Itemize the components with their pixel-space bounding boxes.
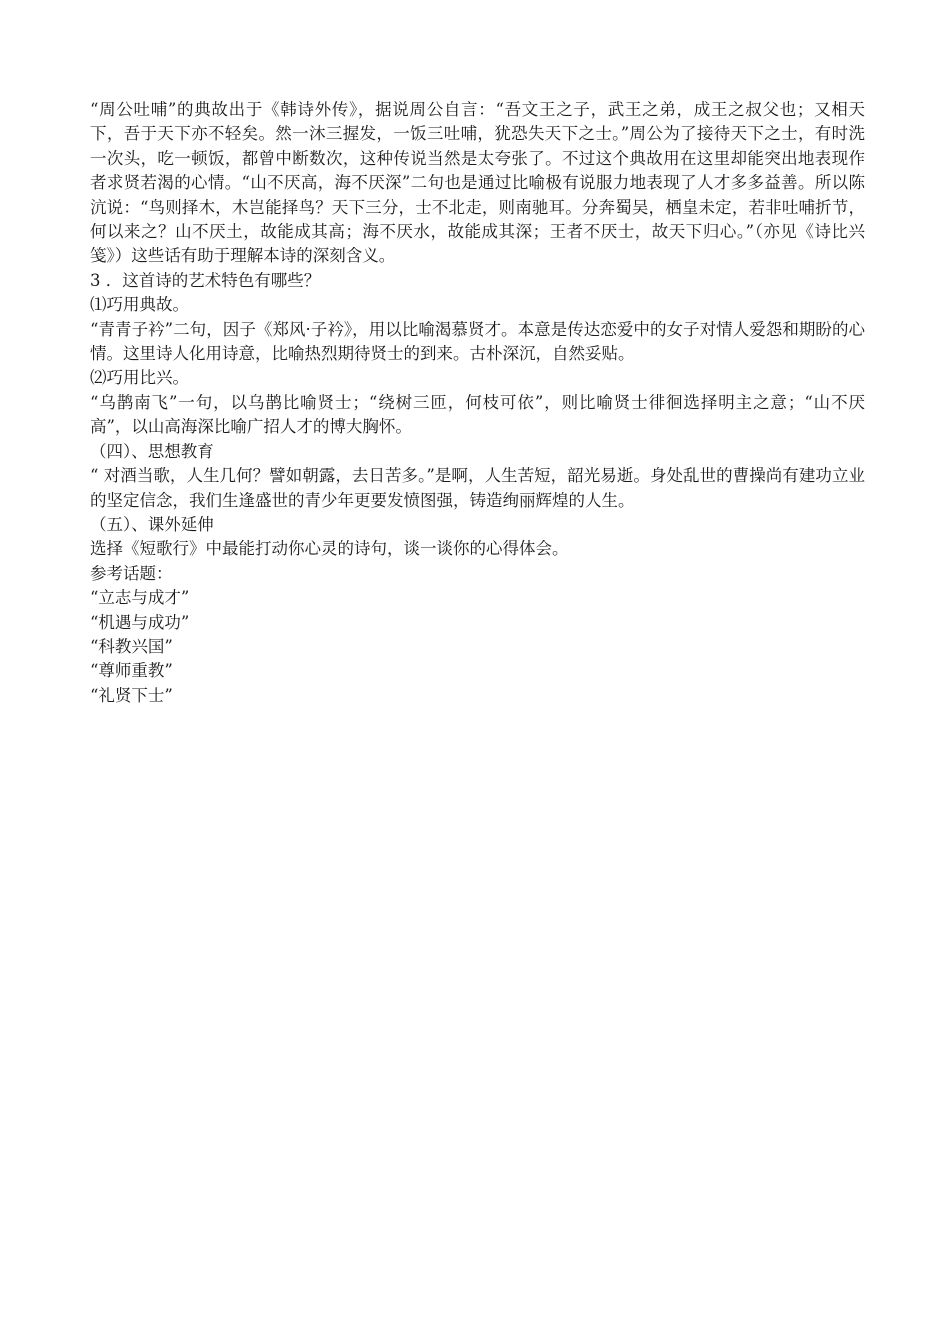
feature-2-paragraph: “乌鹊南飞”一句，以乌鹊比喻贤士；“绕树三匝，何枝可依”，则比喻贤士徘徊选择明主之意；“山不厌高”，以山高海深比喻广招人才的博大胸怀。: [90, 392, 865, 437]
section-5-paragraph: 选择《短歌行》中最能打动你心灵的诗句，谈一谈你的心得体会。: [90, 539, 569, 559]
feature-2-heading: ⑵巧用比兴。: [90, 368, 189, 388]
reference-topic-item: “礼贤下士”: [90, 685, 173, 705]
paragraph-zhougong-allusion: “周公吐哺”的典故出于《韩诗外传》，据说周公自言：“吾文王之子，武王之弟，成王之叔父也；又相天下，吾于天下亦不轻矣。然一沐三握发，一饭三吐哺，犹恐失天下之士。”周公为了接待天下之士，有时洗一次头，吃一顿饭，都曾中断数次，这种传说当然是太夸张了。不过这个典故用在这里却能突出地表现作者求贤若渴的心情。“山不厌高，海不厌深”二句也是通过比喻极有说服力地表现了人才多多益善。所以陈沆说：“鸟则择木，木岂能择鸟？天下三分，士不北走，则南驰耳。分奔蜀吴，栖皇未定，若非吐哺折节，何以来之？山不厌土，故能成其高；海不厌水，故能成其深；王者不厌士，故天下归心。”（亦见《诗比兴笺》）这些话有助于理解本诗的深刻含义。: [90, 100, 865, 266]
document-page: [90, 98, 865, 708]
section-4-paragraph: “ 对酒当歌，人生几何？譬如朝露，去日苦多。”是啊，人生苦短，韶光易逝。身处乱世的曹操尚有建功立业的坚定信念，我们生逢盛世的青少年更要发愤图强，铸造绚丽辉煌的人生。: [90, 466, 865, 510]
reference-topic-item: “尊师重教”: [90, 661, 173, 681]
feature-1-heading: ⑴巧用典故。: [90, 295, 189, 315]
question-3-heading: 3 ．这首诗的艺术特色有哪些？: [90, 270, 321, 290]
reference-topics-heading: 参考话题：: [90, 563, 173, 583]
reference-topic-item: “科教兴国”: [90, 636, 173, 656]
feature-1-paragraph: “青青子衿”二句，因子《郑风·子衿》，用以比喻渴慕贤才。本意是传达恋爱中的女子对情人爱怨和期盼的心情。这里诗人化用诗意，比喻热烈期待贤士的到来。古朴深沉，自然妥贴。: [90, 319, 865, 364]
reference-topic-item: “机遇与成功”: [90, 612, 190, 632]
section-4-heading: （四）、思想教育: [90, 441, 214, 461]
section-5-heading: （五）、课外延伸: [90, 514, 214, 534]
reference-topic-item: “立志与成才”: [90, 588, 190, 608]
